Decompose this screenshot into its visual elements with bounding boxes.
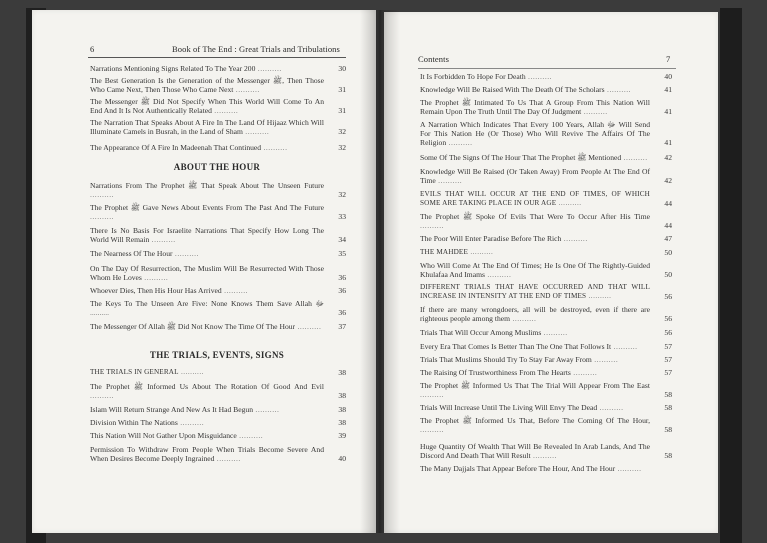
toc-leader-dots: .......... [90,190,114,200]
toc-leader-dots: .......... [611,342,638,351]
toc-entry [420,305,672,323]
toc-entry-title: The Prophet ﷺ Gave News About Events From The Past And The Future .......... [90,203,324,222]
toc-entry [420,381,672,399]
toc-leader-dots: .......... [581,107,608,117]
toc-entry-title: The Prophet ﷺ Intimated To Us That A Group From This Nation Will Remain Upon The Truth Until The Day Of Judgment .......... [420,98,650,117]
toc-entry-title: This Nation Will Not Gather Upon Misguidance .......... [90,431,264,440]
toc-entry [420,248,672,257]
toc-entry-title: The Best Generation Is the Generation of the Messenger ﷺ, Then Those Who Came Next, Then Those Who Came Next .......... [90,76,324,95]
toc-entry-page: 38 [338,405,346,414]
toc-entry-page: 38 [338,391,346,401]
toc-entry-title: Who Will Come At The End Of Times; He Is One Of The Rightly-Guided Khulafaa And Imams .......... [420,261,650,280]
toc-leader-dots: .......... [233,85,260,95]
toc-entry [90,64,346,73]
toc-entry-page: 57 [664,342,672,351]
toc-entry [420,120,672,148]
toc-entry-page: 58 [664,403,672,412]
toc-entry [420,261,672,279]
toc-entry-page: 32 [338,127,346,137]
toc-entry-page: 38 [338,418,346,427]
toc-entry-page: 35 [338,249,346,258]
left-page [32,10,376,533]
toc-entry-title: EVILS THAT WILL OCCUR AT THE END OF TIMES, OF WHICH SOME ARE TAKING PLACE IN OUR AGE .......... [420,190,650,208]
toc-entry-title: The Raising Of Trustworthiness From The Hearts .......... [420,368,598,377]
toc-leader-dots: .......... [420,425,444,435]
toc-entry-title: Division Within The Nations .......... [90,418,205,427]
toc-leader-dots: .......... [604,85,632,94]
toc-leader-dots: .......... [214,454,241,464]
toc-entry [90,118,346,136]
toc-entry-page: 50 [664,270,672,280]
toc-entry [420,98,672,116]
toc-entry-title: Permission To Withdraw From People When Trials Become Severe And When Desires Become Deeply Ingrained .......... [90,445,324,464]
toc-entry-page: 32 [338,190,346,200]
left-page-number: 6 [90,44,95,54]
toc-entry-title: Knowledge Will Be Raised (Or Taken Away) From People At The End Of Time .......... [420,167,650,186]
toc-entry [420,416,672,434]
toc-leader-dots: .......... [530,451,557,461]
toc-entry-title: Narrations From The Prophet ﷺ That Speak About The Unseen Future .......... [90,181,324,200]
toc-leader-dots: .......... [141,273,169,283]
toc-entry [420,442,672,460]
toc-leader-dots: .......... [211,106,239,116]
toc-entry-title: Trials That Muslims Should Try To Stay Far Away From .......... [420,355,619,364]
toc-entry-page: 58 [664,425,672,435]
toc-leader-dots: .......... [221,286,249,295]
toc-entry-page: 39 [338,431,346,440]
toc-entry [420,328,672,337]
toc-entry [420,464,672,473]
toc-entry-page: 56 [664,314,672,324]
toc-entry [90,264,346,282]
book-gutter-shadow [360,10,400,533]
toc-leader-dots: .......... [255,64,282,73]
toc-entry-title: Huge Quantity Of Wealth That Will Be Revealed In Arab Lands, And The Discord And Death That Will Result .......... [420,442,650,461]
toc-entry-title: The Poor Will Enter Paradise Before The Rich .......... [420,234,588,243]
toc-leader-dots: .......... [561,234,588,243]
left-running-header: Book of The End : Great Trials and Tribulations [172,44,340,54]
toc-entry-title: Every Era That Comes Is Better Than The One That Follows It .......... [420,342,638,351]
toc-entry-title: On The Day Of Resurrection, The Muslim Will Be Resurrected With Those Whom He Loves .......... [90,264,324,283]
toc-entry [90,226,346,244]
toc-leader-dots: .......... [525,72,553,81]
section-heading-about-the-hour: ABOUT THE HOUR [173,162,261,172]
book-cover-right-edge [720,8,742,543]
toc-entry [420,72,672,81]
toc-entry-page: 41 [664,138,672,148]
toc-entry-title: Some Of The Signs Of The Hour That The Prophet ﷺ Mentioned .......... [420,153,648,162]
toc-leader-dots: .......... [591,355,619,364]
toc-leader-dots: .......... [541,328,568,337]
toc-entry-page: 47 [664,234,672,243]
toc-entry-page: 58 [664,390,672,400]
toc-entry-page: 38 [338,368,346,377]
toc-entry-title: Trials That Will Occur Among Muslims .......... [420,328,568,337]
toc-entry [90,299,346,317]
toc-entry [90,322,346,331]
section-heading-trials-events-signs: THE TRIALS, EVENTS, SIGNS [149,350,285,360]
toc-entry-title: A Narration Which Indicates That Every 100 Years, Allah ﷻ Will Send For This Nation He (Or Those) Who Will Revive The Affairs Of The Religion .......... [420,120,650,148]
toc-leader-dots: .......... [90,212,114,222]
toc-entry-title: The Messenger Of Allah ﷺ Did Not Know The Time Of The Hour .......... [90,322,322,331]
toc-entry [90,382,346,400]
toc-entry [420,167,672,185]
toc-leader-dots: .......... [420,221,444,231]
toc-entry-title: The Nearness Of The Hour .......... [90,249,199,258]
toc-entry-title: THE MAHDEE .......... [420,248,494,256]
toc-entry-page: 50 [664,248,672,257]
right-running-header: Contents [418,54,450,64]
toc-entry-page: 34 [338,235,346,245]
toc-leader-dots: .......... [556,199,582,208]
toc-leader-dots: .......... [236,431,264,440]
toc-entry-page: 36 [338,273,346,283]
toc-entry-page: 36 [338,286,346,295]
toc-entry-page: 40 [664,72,672,81]
toc-leader-dots: .......... [295,322,322,331]
toc-entry-page: 41 [664,85,672,94]
toc-entry [420,283,672,301]
toc-entry-page: 42 [664,153,672,162]
toc-entry-title: Islam Will Return Strange And New As It Had Begun .......... [90,405,280,414]
toc-leader-dots: .......... [468,248,494,256]
toc-leader-dots: .......... [178,368,204,376]
toc-leader-dots: .......... [570,368,598,377]
toc-entry [420,403,672,412]
toc-entry-page: 41 [664,107,672,117]
toc-entry [90,418,346,427]
toc-leader-dots: .......... [621,153,648,162]
toc-entry-page: 40 [338,454,346,464]
toc-entry-page: 31 [338,106,346,116]
toc-entry [420,342,672,351]
toc-entry-page: 44 [664,199,672,209]
toc-entry [90,203,346,221]
toc-entry [90,97,346,115]
toc-entry-title: Whoever Dies, Then His Hour Has Arrived .......... [90,286,249,295]
toc-entry [90,76,346,94]
toc-entry-title: The Prophet ﷺ Informed Us About The Rotation Of Good And Evil .......... [90,382,324,401]
toc-leader-dots: .......... [615,464,642,473]
right-page [384,12,718,533]
toc-entry-title: The Prophet ﷺ Spoke Of Evils That Were To Occur After His Time .......... [420,212,650,231]
toc-leader-dots: .......... [510,314,537,324]
toc-leader-dots: .......... [242,127,270,137]
toc-entry [420,234,672,243]
toc-entry [90,368,346,377]
toc-entry [90,445,346,463]
left-header-rule [88,57,346,58]
toc-entry-page: 32 [338,143,346,152]
toc-entry [90,181,346,199]
toc-leader-dots: .......... [446,138,473,148]
toc-entry-title: Knowledge Will Be Raised With The Death Of The Scholars .......... [420,85,632,94]
right-header-rule [418,68,676,69]
toc-leader-dots: .......... [597,403,624,412]
toc-entry-title: There Is No Basis For Israelite Narrations That Specify How Long The World Will Remain .......... [90,226,324,245]
toc-entry [90,143,346,152]
toc-entry-title: The Narration That Speaks About A Fire In The Land Of Hijaaz Which Will Illuminate Camels in Busrah, in the Land of Sham .......... [90,118,324,137]
toc-leader-dots: .......... [435,176,463,186]
toc-entry-title: The Keys To The Unseen Are Five: None Knows Them Save Allah ﷻ .......... [90,299,324,318]
toc-entry [90,249,346,258]
toc-entry [420,368,672,377]
toc-entry [90,405,346,414]
toc-entry-page: 57 [664,355,672,364]
toc-entry-title: Trials Will Increase Until The Living Will Envy The Dead .......... [420,403,624,412]
toc-leader-dots: .......... [90,308,109,318]
toc-leader-dots: .......... [149,235,176,245]
toc-entry [420,212,672,230]
toc-leader-dots: .......... [177,418,205,427]
toc-entry-page: 37 [338,322,346,331]
toc-entry [420,190,672,208]
toc-leader-dots: .......... [90,391,114,401]
toc-entry-title: The Appearance Of A Fire In Madeenah That Continued .......... [90,143,288,152]
toc-entry-title: The Messenger ﷺ Did Not Specify When This World Will Come To An End And It Is Not Authentically Related .......... [90,97,325,116]
toc-entry [420,85,672,94]
toc-entry-title: THE TRIALS IN GENERAL .......... [90,368,204,376]
right-page-number: 7 [666,54,671,64]
toc-leader-dots: .......... [420,390,444,400]
toc-entry-page: 36 [338,308,346,318]
toc-leader-dots: .......... [261,143,288,152]
toc-leader-dots: .......... [484,270,512,280]
toc-entry-page: 57 [664,368,672,377]
toc-entry-page: 58 [664,451,672,461]
toc-entry-page: 33 [338,212,346,222]
toc-entry-page: 56 [664,328,672,337]
toc-entry-page: 31 [338,85,346,95]
toc-entry-title: The Prophet ﷺ Informed Us That, Before The Coming Of The Hour, .......... [420,416,650,435]
toc-entry-title: The Prophet ﷺ Informed Us That The Trial Will Appear From The East .......... [420,381,650,400]
toc-entry-title: If there are many wrongdoers, all will be destroyed, even if there are righteous people among them .......... [420,305,650,324]
toc-entry [90,431,346,440]
toc-leader-dots: .......... [586,292,612,301]
toc-entry-page: 42 [664,176,672,186]
toc-entry-title: DIFFERENT TRIALS THAT HAVE OCCURRED AND THAT WILL INCREASE IN INTENSITY AT THE END OF TIMES .......... [420,283,650,301]
toc-entry [90,286,346,295]
toc-leader-dots: .......... [172,249,199,258]
toc-entry-title: It Is Forbidden To Hope For Death .......... [420,72,553,81]
toc-entry-title: Narrations Mentioning Signs Related To The Year 200 .......... [90,64,282,73]
toc-entry [420,355,672,364]
toc-entry-title: The Many Dajjals That Appear Before The Hour, And The Hour .......... [420,464,642,473]
toc-entry-page: 30 [338,64,346,73]
toc-entry-page: 56 [664,292,672,302]
toc-entry-page: 44 [664,221,672,231]
toc-entry [420,153,672,162]
toc-leader-dots: .......... [253,405,280,414]
